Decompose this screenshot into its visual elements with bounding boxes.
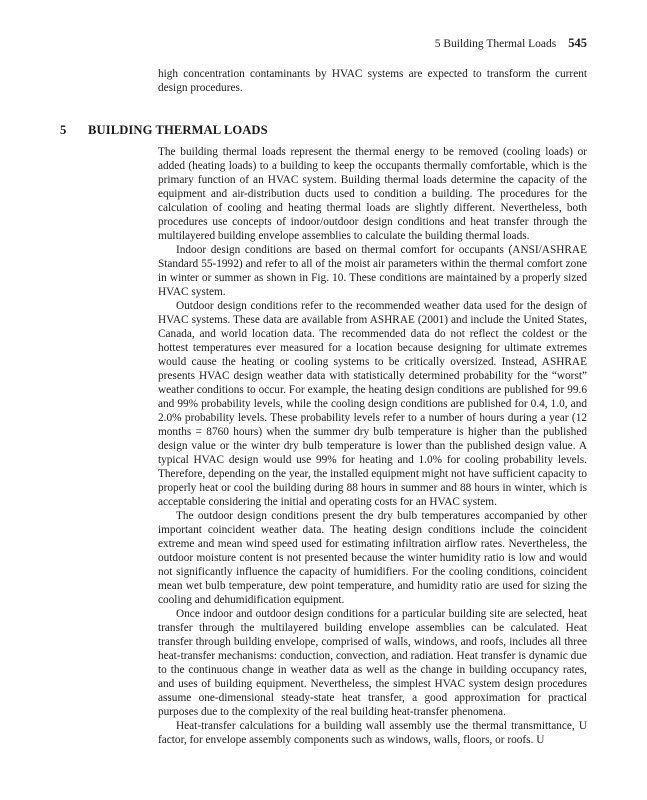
section-body <box>158 145 587 747</box>
section-number: 5 <box>60 123 67 137</box>
body-paragraph: Heat-transfer calculations for a building wall assembly use the thermal transmittance, U factor, for envelope assembly components such as windows, walls, floors, or roofs. U <box>158 720 587 746</box>
page-number: 545 <box>568 36 587 50</box>
section-heading <box>60 123 268 138</box>
running-header <box>158 36 587 51</box>
body-paragraph: The outdoor design conditions present the dry bulb temperatures accompanied by other important coincident weather data. The heating design conditions include the coincident extreme and mean wind speed used for estimating infiltration airflow rates. Nevertheless, the outdoor moisture content is not presented because the winter humidity ratio is low and would not significantly influence the capacity of humidifiers. For the cooling conditions, coincident mean wet bulb temperature, dew point temperature, and humidity ratio are used for sizing the cooling and dehumidification equipment. <box>158 510 587 606</box>
intro-paragraph: high concentration contaminants by HVAC systems are expected to transform the current design procedures. <box>158 68 587 94</box>
running-title: 5 Building Thermal Loads <box>434 38 557 50</box>
body-paragraph: Indoor design conditions are based on thermal comfort for occupants (ANSI/ASHRAE Standard 55-1992) and refer to all of the moist air parameters within the thermal comfort zone in winter or summer as shown in Fig. 10. These conditions are maintained by a properly sized HVAC system. <box>158 244 587 298</box>
intro-continuation <box>158 67 587 95</box>
body-paragraph: Outdoor design conditions refer to the recommended weather data used for the design of HVAC systems. These data are available from ASHRAE (2001) and include the United States, Canada, and world location data. The recommended data do not reflect the coldest or the hottest temperatures ever measured for a location because designing for ultimate extremes would cause the heating or cooling systems to be critically oversized. Instead, ASHRAE presents HVAC design weather data with statistically determined probability for the “worst” weather conditions to occur. For example, the heating design conditions are published for 99.6 and 99% probability levels, while the cooling design conditions are published for 0.4, 1.0, and 2.0% probability levels. These probability levels refer to a number of hours during a year (12 months = 8760 hours) when the summer dry bulb temperature is higher than the published design value or the winter dry bulb temperature is lower than the published design value. A typical HVAC design would use 99% for heating and 1.0% for cooling probability levels. Therefore, depending on the year, the installed equipment might not have sufficient capacity to properly heat or cool the building during 88 hours in summer and 88 hours in winter, which is acceptable considering the initial and operating costs for an HVAC system. <box>158 300 587 508</box>
body-paragraph: The building thermal loads represent the thermal energy to be removed (cooling loads) or added (heating loads) to a building to keep the occupants thermally comfortable, which is the primary function of an HVAC system. Building thermal loads determine the capacity of the equipment and air-distribution ducts used to condition a building. The procedures for the calculation of cooling and heating thermal loads are slightly different. Nevertheless, both procedures use concepts of indoor/outdoor design conditions and heat transfer through the multilayered building envelope assemblies to calculate the building thermal loads. <box>158 146 587 242</box>
section-title: BUILDING THERMAL LOADS <box>88 123 268 137</box>
body-paragraph: Once indoor and outdoor design conditions for a particular building site are selected, heat transfer through the multilayered building envelope assemblies can be calculated. Heat transfer through building envelope, comprised of walls, windows, and roofs, includes all three heat-transfer mechanisms: conduction, convection, and radiation. Heat transfer is dynamic due to the continuous change in weather data as well as the change in building occupancy rates, and uses of building equipment. Nevertheless, the simplest HVAC system design procedures assume one-dimensional steady-state heat transfer, a good approximation for practical purposes due to the complexity of the real building heat-transfer phenomena. <box>158 608 587 718</box>
